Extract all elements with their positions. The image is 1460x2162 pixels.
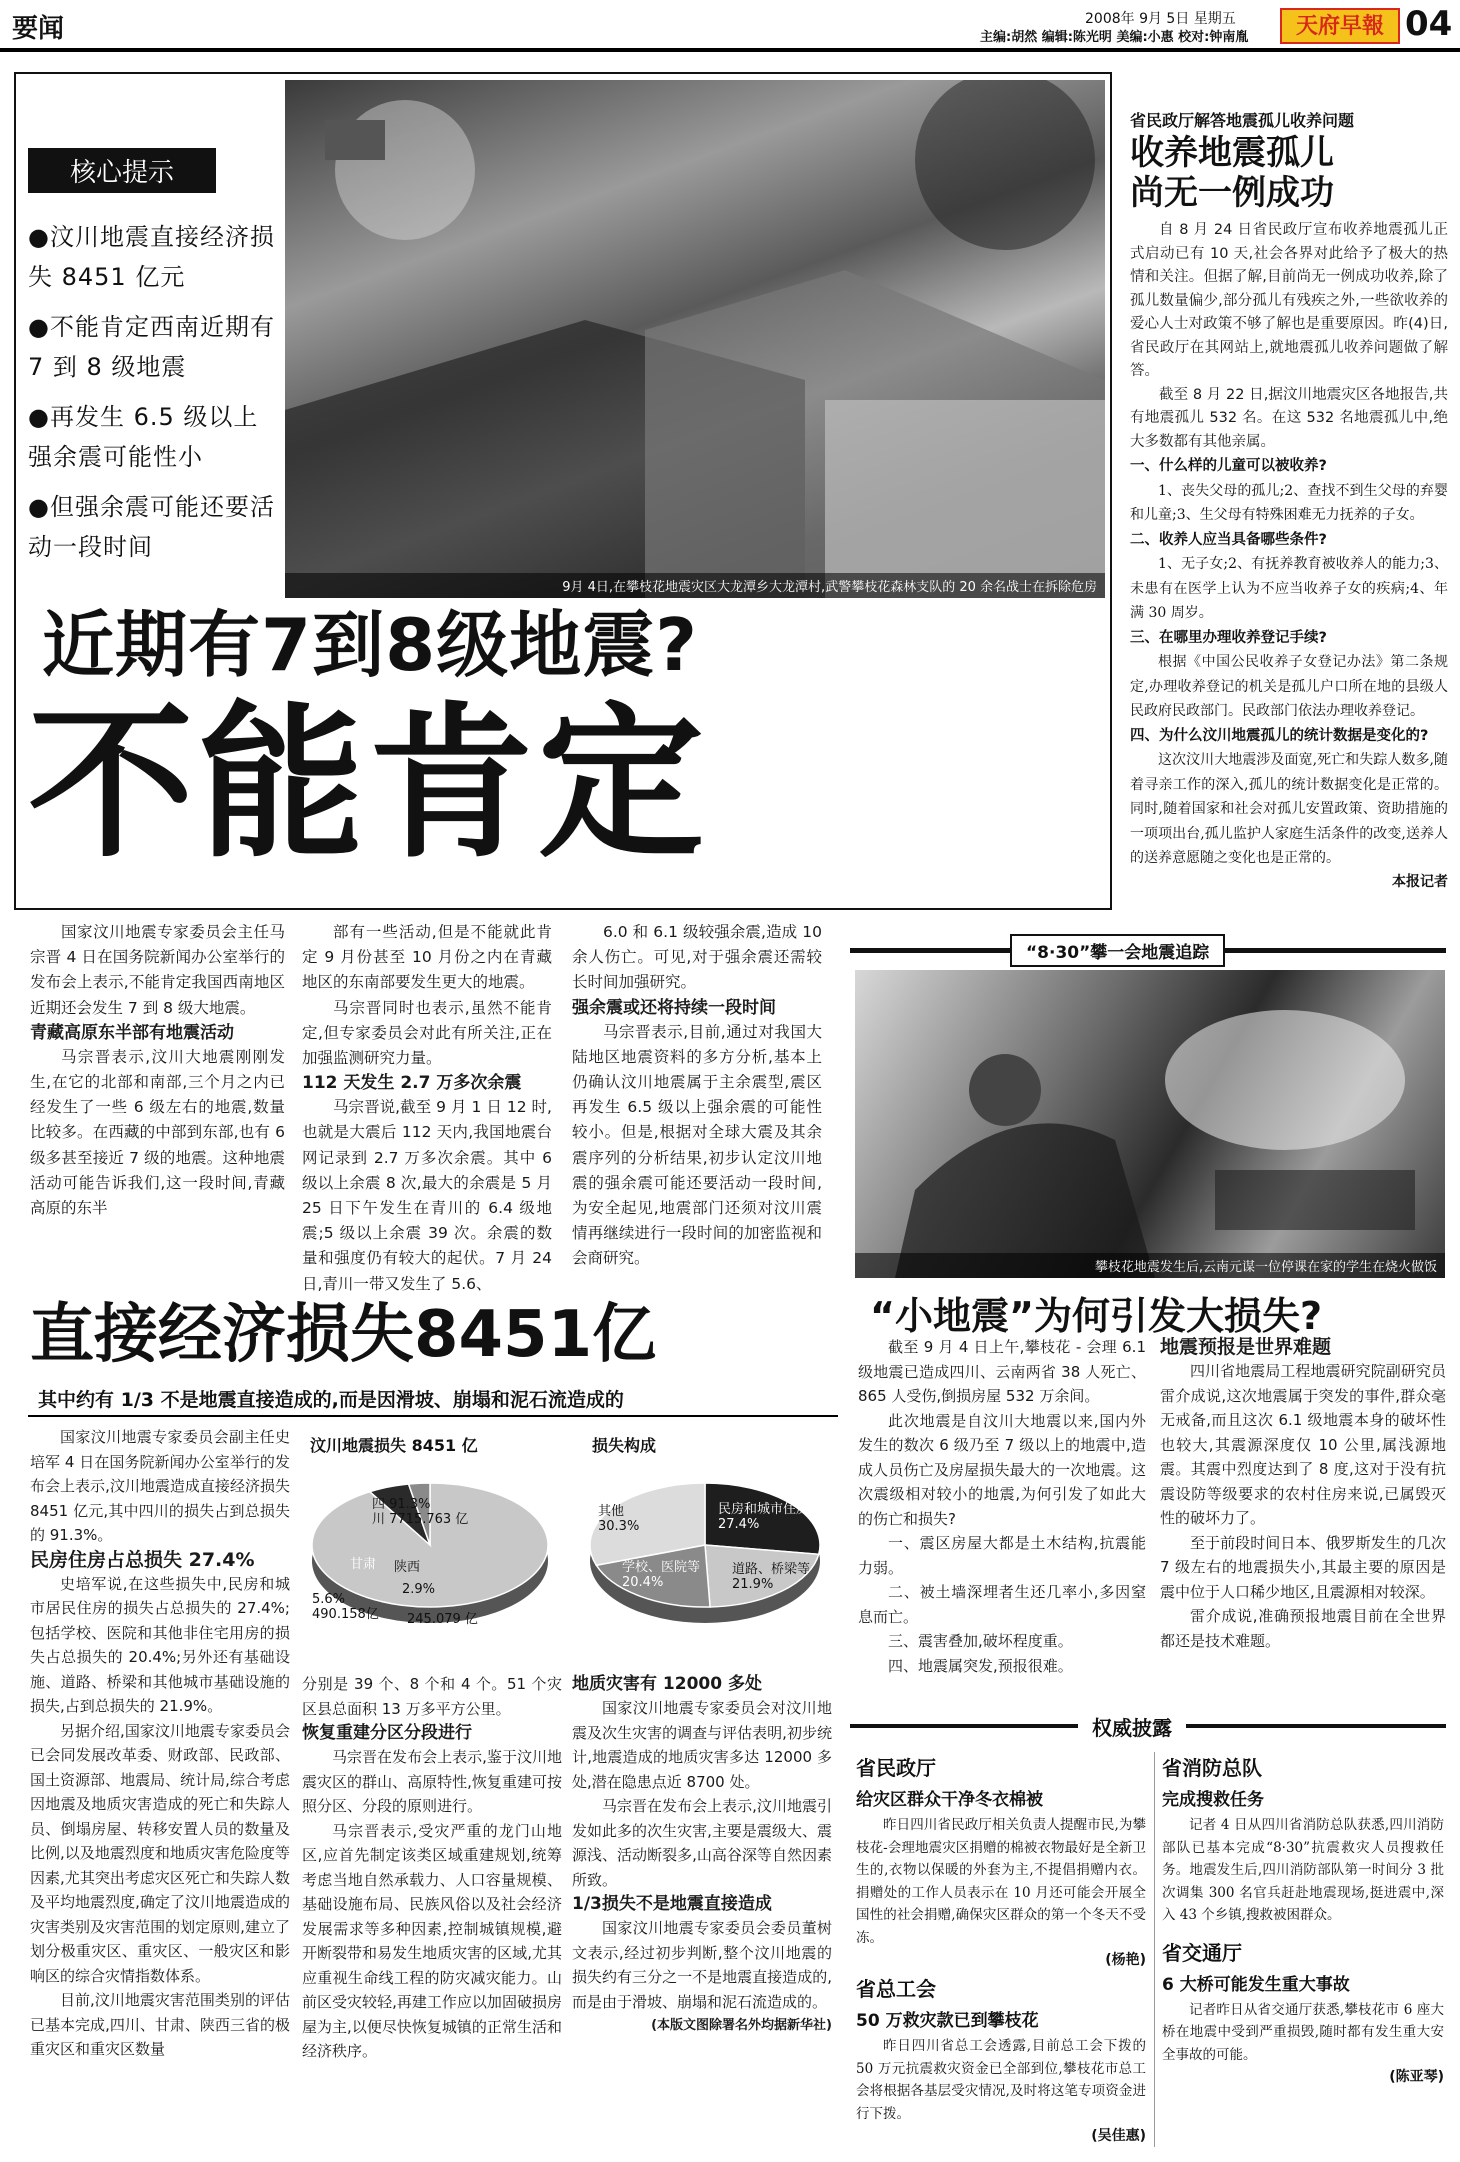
brief-head: 完成搜救任务	[1162, 1790, 1264, 1810]
byline: 本报记者	[1392, 873, 1448, 890]
summary-item: ●汶川地震直接经济损失 8451 亿元	[28, 223, 275, 291]
loss-charts	[302, 1425, 832, 1663]
orphan-title-line1: 收养地震孤儿	[1130, 133, 1334, 173]
subheading: 地震预报是世界难题	[1160, 1336, 1332, 1358]
list-item: 四、地震属突发,预报很难。	[888, 1656, 1073, 1675]
byline: (陈亚琴)	[1389, 2069, 1444, 2085]
qa-question: 二、收养人应当具备哪些条件?	[1130, 531, 1327, 548]
article1-col3	[572, 920, 822, 1272]
article1-col2	[302, 920, 552, 1297]
qa-question: 一、什么样的儿童可以被收养?	[1130, 458, 1327, 474]
summary-box	[28, 148, 283, 561]
rescue-photo-caption: 9月 4日,在攀枝花地震灾区大龙潭乡大龙潭村,武警攀枝花森林支队的 20 余名战士在拆除危房	[285, 573, 1105, 598]
paragraph: 分别是 39 个、8 个和 4 个。51 个灾区县总面积 13 万多平方公里。	[302, 1675, 562, 1718]
data-label: 2.9%	[402, 1582, 436, 1597]
subheading: 青藏高原东半部有地震活动	[30, 1022, 234, 1043]
paragraph: 马宗晋同时也表示,虽然不能肯定,但专家委员会对此有所关注,正在加强监测研究力量。	[302, 998, 552, 1068]
paragraph: 马宗晋表示,目前,通过对我国大陆地区地震资料的多方分析,基本上仍确认汶川地震属于主余震型,震区再发生 6.5 级以上强余震的可能性较小。但是,根据对全球大震及其余震序列的分析结果,初步认定汶川地震的强余震可能还要活动一段时间,为安全起见,地震部门还须对汶川震情再继续进行一段时间的加密监视和会商研究。	[572, 1022, 822, 1268]
list-item: 二、被土墙深埋者生还几率小,多因窒息而亡。	[858, 1583, 1146, 1626]
data-label: 陕西	[394, 1560, 421, 1575]
paragraph: 国家汶川地震专家委员会主任马宗晋 4 日在国务院新闻办公室举行的发布会上表示,不能肯定我国西南地区近期还会发生 7 到 8 级大地震。	[30, 923, 285, 1017]
header-date: 2008年 9月 5日 星期五	[1085, 11, 1236, 27]
loss-pie-chart	[302, 1453, 572, 1663]
paragraph: 国家汶川地震专家委员会对汶川地震及次生灾害的调查与评估表明,初步统计,地震造成的地质灾害多达 12000 多处,潜在隐患点近 8700 处。	[572, 1699, 832, 1791]
paragraph: 雷介成说,准确预报地震目前在全世界都还是技术难题。	[1160, 1607, 1446, 1650]
paragraph: 马宗晋表示,汶川大地震刚刚发生,在它的北部和南部,三个月之内已经发生了一些 6 级左右的地震,数量比较多。在西藏的中部到东部,也有 6 级多甚至接近 7 级的地震。这种地震活动可能告诉我们,这一段时间,青藏高原的东半	[30, 1047, 285, 1218]
data-label: 学校、医院等 20.4%	[622, 1560, 701, 1590]
summary-item: ●不能肯定西南近期有 7 到 8 级地震	[28, 313, 275, 381]
orphan-kicker: 省民政厅解答地震孤儿收养问题	[1130, 111, 1355, 130]
composition-pie-chart	[580, 1453, 830, 1663]
paragraph: 四川省地震局工程地震研究院副研究员雷介成说,这次地震属于突发的事件,群众毫无戒备,而且这次 6.1 级地震本身的破坏性也较大,其震源深度仅 10 公里,属浅源地震。其震中烈度达到了 8 度,这对于没有抗震设防等级要求的农村住房来说,已属毁灭性的破坏力了。	[1160, 1362, 1446, 1527]
paragraph: 截至 9 月 4 日上午,攀枝花 - 会理 6.1 级地震已造成四川、云南两省 38 人死亡、865 人受伤,倒损房屋 532 万余间。	[858, 1338, 1146, 1405]
student-photo	[855, 970, 1445, 1278]
qa-answer: 1、无子女;2、有抚养教育被收养人的能力;3、未患有在医学上认为不应当收养子女的疾病;4、年满 30 周岁。	[1130, 556, 1448, 621]
subheading: 地质灾害有 12000 多处	[572, 1674, 762, 1694]
summary-title: 核心提示	[28, 148, 216, 193]
orphan-article	[1130, 108, 1448, 891]
panzhihua-col2	[1160, 1335, 1446, 1653]
summary-item: ●再发生 6.5 级以上强余震可能性小	[28, 403, 259, 471]
subheading: 强余震或还将持续一段时间	[572, 997, 776, 1018]
qa-question: 三、在哪里办理收养登记手续?	[1130, 629, 1327, 646]
paragraph: 6.0 和 6.1 级较强余震,造成 10 余人伤亡。可见,对于强余震还需较长时间加强研究。	[572, 923, 822, 992]
student-photo-caption: 攀枝花地震发生后,云南元谋一位停课在家的学生在烧火做饭	[855, 1253, 1445, 1278]
article1-col1	[30, 920, 285, 1221]
brief-org: 省交通厅	[1162, 1940, 1242, 1965]
loss-headline: 直接经济损失8451亿	[30, 1298, 657, 1372]
headline-kicker: 近期有7到8级地震?	[42, 603, 698, 687]
brief-org: 省民政厅	[856, 1756, 936, 1780]
rescue-photo	[285, 80, 1105, 598]
brief-box	[850, 1712, 1446, 2152]
paragraph: 马宗晋在发布会上表示,汶川地震引发如此多的次生灾害,主要是震级大、震源浅、活动断裂多,山高谷深等自然因素所致。	[572, 1797, 832, 1889]
loss-rule	[28, 1415, 838, 1417]
headline-main: 不能肯定	[28, 688, 708, 881]
brief-head: 50 万救灾款已到攀枝花	[856, 2011, 1039, 2031]
data-label: 5.6% 490.158亿	[312, 1592, 379, 1622]
brief-body: 记者昨日从省交通厅获悉,攀枝花市 6 座大桥在地震中受到严重损毁,随时都有发生重大安全事故的可能。	[1162, 2001, 1444, 2063]
brief-right	[1162, 1752, 1444, 2086]
header-credits: 主编:胡然 编辑:陈光明 美编:小惠 校对:钟南胤	[980, 30, 1249, 45]
paragraph: 此次地震是自汶川大地震以来,国内外发生的数次 6 级乃至 7 级以上的地震中,造成人员伤亡及房屋损失最大的一次地震。这次震级相对较小的地震,为何引发了如此大的伤亡和损失?	[858, 1411, 1146, 1528]
brief-org: 省消防总队	[1162, 1756, 1262, 1780]
panzhihua-title: “小地震”为何引发大损失?	[870, 1294, 1322, 1338]
byline: (吴佳惠)	[1091, 2128, 1146, 2144]
data-label: 四 91.3%川 7715.763 亿	[372, 1497, 469, 1527]
paragraph: 马宗晋说,截至 9 月 1 日 12 时,也就是大震后 112 天内,我国地震台网记录到 2.7 万多次余震。其中 6 级以上余震 8 次,最大的余震是 5 月 25 日下午发生在青川的 6.4 级地震;5 级以上余震 39 次。余震的数量和强度仍有较大的起伏。7 月 24 日,青川一带又发生了 5.6、	[302, 1098, 552, 1293]
paragraph: 国家汶川地震专家委员会委员董树文表示,经过初步判断,整个汶川地震的损失约有三分之一不是地震直接造成的,而是由于滑坡、崩塌和泥石流造成的。	[572, 1919, 832, 2011]
subheading: 1/3损失不是地震直接造成	[572, 1894, 772, 1914]
byline: (杨艳)	[1105, 1952, 1146, 1968]
paragraph: 自 8 月 24 日省民政厅宣布收养地震孤儿正式启动已有 10 天,社会各界对此给予了极大的热情和关注。但据了解,目前尚无一例成功收养,除了孤儿数量偏少,部分孤儿有残疾之外,一些欲收养的爱心人士对政策不够了解也是重要原因。昨(4)日,省民政厅在其网站上,就地震孤儿收养问题做了解答。	[1130, 222, 1448, 379]
qa-answer: 根据《中国公民收养子女登记办法》第二条规定,办理收养登记的机关是孤儿户口所在地的县级人民政府民政部门。民政部门依法办理收养登记。	[1130, 654, 1448, 719]
loss-col2	[302, 1672, 562, 2064]
chart-title: 汶川地震损失 8451 亿	[310, 1436, 478, 1455]
page-header	[0, 0, 1460, 50]
paragraph: 国家汶川地震专家委员会副主任史培军 4 日在国务院新闻办公室举行的发布会上表示,汶川地震造成直接经济损失 8451 亿元,其中四川的损失占到总损失的 91.3%。	[30, 1428, 290, 1544]
qa-answer: 1、丧失父母的孤儿;2、查找不到生父母的弃婴和儿童;3、生父母有特殊困难无力抚养的子女。	[1130, 482, 1448, 523]
brief-head: 6 大桥可能发生重大事故	[1162, 1974, 1350, 1995]
rescue-photo-art	[285, 80, 1105, 598]
brief-divider	[1154, 1752, 1155, 2147]
brief-title: 权威披露	[1078, 1712, 1186, 1741]
masthead-logo	[1280, 8, 1400, 44]
student-photo-art	[855, 970, 1445, 1278]
paragraph: 马宗晋表示,受灾严重的龙门山地区,应首先制定该类区域重建规划,统筹考虑当地自然承载力、人口容量规模、基础设施布局、民族风俗以及社会经济发展需求等多种因素,控制城镇规模,避开断裂带和易发生地质灾害的区域,尤其应重视生命线工程的防灾减灾能力。山前区受灾较轻,再建工作应以加固破损房屋为主,以便尽快恢复城镇的正常生活和经济秩序。	[302, 1821, 562, 2060]
qa-question: 四、为什么汶川地震孤儿的统计数据是变化的?	[1130, 727, 1429, 744]
paragraph: 马宗晋在发布会上表示,鉴于汶川地震灾区的群山、高原特性,恢复重建可按照分区、分段的原则进行。	[302, 1748, 562, 1815]
data-label: 民房和城市住房 27.4%	[718, 1502, 810, 1532]
loss-col3	[572, 1672, 832, 2039]
panzhihua-col1	[858, 1335, 1146, 1678]
subheading: 恢复重建分区分段进行	[302, 1723, 472, 1743]
data-label: 道路、桥梁等 21.9%	[732, 1562, 811, 1592]
credit: (本版文图除署名外均据新华社)	[651, 2018, 832, 2033]
brief-head: 给灾区群众干净冬衣棉被	[856, 1790, 1043, 1810]
paragraph: 至于前段时间日本、俄罗斯发生的几次 7 级左右的地震损失小,其最主要的原因是震中位于人口稀少地区,且震源相对较深。	[1160, 1533, 1446, 1601]
orphan-title-line2: 尚无一例成功	[1130, 173, 1334, 213]
list-item: 一、震区房屋大都是土木结构,抗震能力弱。	[858, 1534, 1146, 1577]
panzhihua-tag: “8·30”攀一会地震追踪	[1010, 934, 1225, 967]
brief-org: 省总工会	[856, 1977, 936, 2001]
summary-item: ●但强余震可能还要活动一段时间	[28, 493, 275, 561]
header-rule	[0, 48, 1460, 52]
data-label: 245.079 亿	[407, 1612, 478, 1627]
paragraph: 另据介绍,国家汶川地震专家委员会已会同发展改革委、财政部、民政部、国土资源部、地震局、统计局,综合考虑因地震及地质灾害造成的死亡和失踪人员、倒塌房屋、转移安置人员的数量及比例,以及地震烈度和地质灾害危险度等因素,尤其突出考虑灾区死亡和失踪人数及平均地震烈度,确定了汶川地震造成的灾害类别及灾害范围的划定原则,建立了划分极重灾区、重灾区、一般灾区和影响区的综合灾情指数体系。	[30, 1721, 290, 1985]
paragraph: 目前,汶川地震灾害范围类别的评估已基本完成,四川、甘肃、陕西三省的极重灾区和重灾区数量	[30, 1991, 290, 2058]
data-label: 甘肃	[350, 1557, 377, 1572]
loss-deck: 其中约有 1/3 不是地震直接造成的,而是因滑坡、崩塌和泥石流造成的	[38, 1389, 624, 1411]
subheading: 民房住房占总损失 27.4%	[30, 1548, 255, 1571]
chart-title: 损失构成	[592, 1436, 657, 1455]
brief-body: 昨日四川省民政厅相关负责人提醒市民,为攀枝花-会理地震灾区捐赠的棉被衣物最好是全新卫生的,衣物以保暖的外套为主,不提倡捐赠内衣。捐赠处的工作人员表示在 10 月还可能会开展全国性的社会捐赠,确保灾区群众的第一个冬天不受冻。	[856, 1817, 1146, 1946]
brief-body: 记者 4 日从四川省消防总队获悉,四川消防部队已基本完成“8·30”抗震救灾人员搜救任务。地震发生后,四川消防部队第一时间分 3 批次调集 300 名官兵赶赴地震现场,挺进震中,深入 43 个乡镇,搜救被困群众。	[1162, 1817, 1444, 1923]
paragraph: 史培军说,在这些损失中,民房和城市居民住房的损失占总损失的 27.4%;包括学校、医院和其他非住宅用房的损失占总损失的 20.4%;另外还有基础设施、道路、桥梁和其他城市基础设施的损失,占到总损失的 21.9%。	[30, 1574, 290, 1715]
page-number: 04	[1405, 4, 1453, 44]
qa-answer: 这次汶川大地震涉及面宽,死亡和失踪人数多,随着寻亲工作的深入,孤儿的统计数据变化是正常的。同时,随着国家和社会对孤儿安置政策、资助措施的一项项出台,孤儿监护人家庭生活条件的改变,送养人的送养意愿随之变化也是正常的。	[1130, 752, 1448, 866]
paragraph: 部有一些活动,但是不能就此肯定 9 月份甚至 10 月份之内在青藏地区的东南部要发生更大的地震。	[302, 923, 552, 992]
data-label: 其他 30.3%	[598, 1504, 640, 1534]
masthead-text: 天府早報	[1295, 13, 1384, 39]
loss-col1	[30, 1425, 290, 2062]
brief-body: 昨日四川省总工会透露,目前总工会下拨的 50 万元抗震救灾资金已全部到位,攀枝花市总工会将根据各基层受灾情况,及时将这笔专项资金进行下拨。	[856, 2038, 1146, 2122]
list-item: 三、震害叠加,破坏程度重。	[888, 1632, 1073, 1650]
section-title: 要闻	[12, 14, 65, 44]
subheading: 112 天发生 2.7 万多次余震	[302, 1073, 522, 1094]
brief-left	[856, 1752, 1146, 2145]
paragraph: 截至 8 月 22 日,据汶川地震灾区各地报告,共有地震孤儿 532 名。在这 532 名地震孤儿中,绝大多数都有其他亲属。	[1130, 386, 1448, 450]
